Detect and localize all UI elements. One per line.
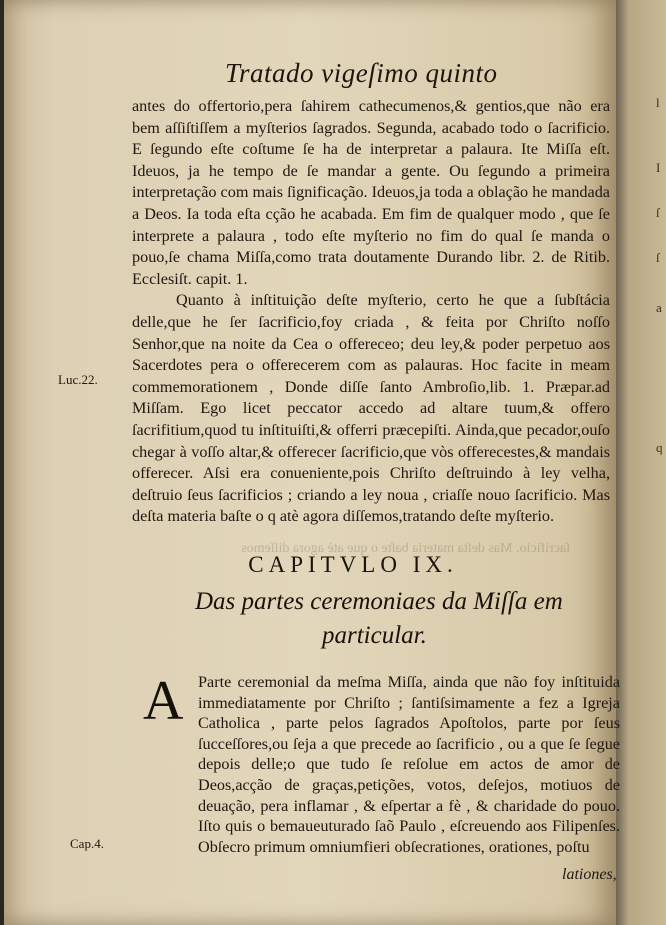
chapter-heading: CAPITVLO IX. (248, 552, 458, 577)
margin-note-luc: Luc.22. (58, 372, 98, 387)
section-text (150, 672, 620, 857)
facing-page-letter: a (656, 300, 662, 315)
facing-page-letter: ſ (656, 205, 660, 220)
margin-note-cap: Cap.4. (70, 836, 104, 851)
facing-page-letter: q (656, 440, 663, 455)
facing-page-letter: ſ (656, 250, 660, 265)
facing-page-edge (616, 0, 666, 925)
running-title: Tratado vigeſimo quinto (225, 58, 498, 88)
facing-page-letter: l (656, 95, 660, 110)
body-text (132, 96, 610, 528)
drop-cap: A (143, 670, 184, 732)
chapter-title-line1: Das partes ceremoniaes da Miſſa em (195, 588, 563, 615)
paragraph-2: Quanto à inſtituição deſte myſterio, certo he que a ſubſtácia delle,que he ſer ſacrificio,foy criada , & feita por Chriſto noſſo Senhor,que na noite da Cea o offereceo; deu ley,& poder perpetuo aos Sacerdotes pera o offerecerem com as palauras. Hoc facite in meam commemorationem , Donde diſſe ſanto Ambroſio,lib. 1. Præpar.ad Miſſam. Ego licet peccator accedo ad altare tuum,& offero ſacrifitium,quod tu inſtituiſti,& offerri præcepiſti. Ainda,que pecador,ouſo chegar à voſſo altar,& offerecer ſacrificio,que vòs offerecestes,& mandais offerecer. Aſsi era conueniente,pois Chriſto deſtruindo à ley velha, deſtruio ſeus ſacrificios ; criando a ley noua , criaſſe nouo ſacrificio. Mas deſta materia baſte o q atè agora diſſemos,tratando deſte myſterio. (132, 291, 610, 526)
section-paragraph: Parte ceremonial da meſma Miſſa, ainda que não foy inſtituida immediatamente por Chriſto ; ſantiſsimamente a fez a Igreja Catholica , parte pelos ſagrados Apoſtolos, parte por ſeus ſucceſſores,ou ſeja a que precede ao ſacrificio , ou a que ſe ſegue depois delle;o que tudo ſe reſolue em actos de amor de Deos,acção de graças,petições, votos, deſejos, motiuos de deuação, pera inflamar , & eſpertar a fè , & charidade do pouo. Iſto quis o bemaueuturado ſaõ Paulo , eſcreuendo aos Filipenſes. Obſecro primum omniumfieri obſecrationes, orationes, poſtu (198, 673, 620, 856)
bleed-through-text: ſacrificio. Mas deſta materia baſte o que atè agora diſſemos (241, 541, 570, 556)
facing-page-letter: I (656, 160, 661, 175)
chapter-title-line2: particular. (322, 622, 427, 649)
catchword: lationes, (562, 866, 617, 883)
paragraph-1: antes do offertorio,pera ſahirem cathecumenos,& gentios,que não era bem aſſiſtiſſem a myſterios ſagrados. Segunda, acabado todo o ſacrificio. E ſegundo eſte coſtume ſe ha de interpretar a palaura. Ite Miſſa eſt. Ideuos, ja he tempo de ſe mandar a gente. Ou ſegundo a primeira interpretação com mais ſignificação. Ideuos,ja toda a oblação he mandada a Deos. Ia toda eſta cção he acabada. Em fim de qualquer modo , que ſe interprete a palaura , todo eſte myſterio no fim do qual ſe manda o pouo,ſe chama Miſſa,como trata doutamente Durando libr. 2. de Ritib. Ecclesiſt. capit. 1. (132, 97, 610, 288)
